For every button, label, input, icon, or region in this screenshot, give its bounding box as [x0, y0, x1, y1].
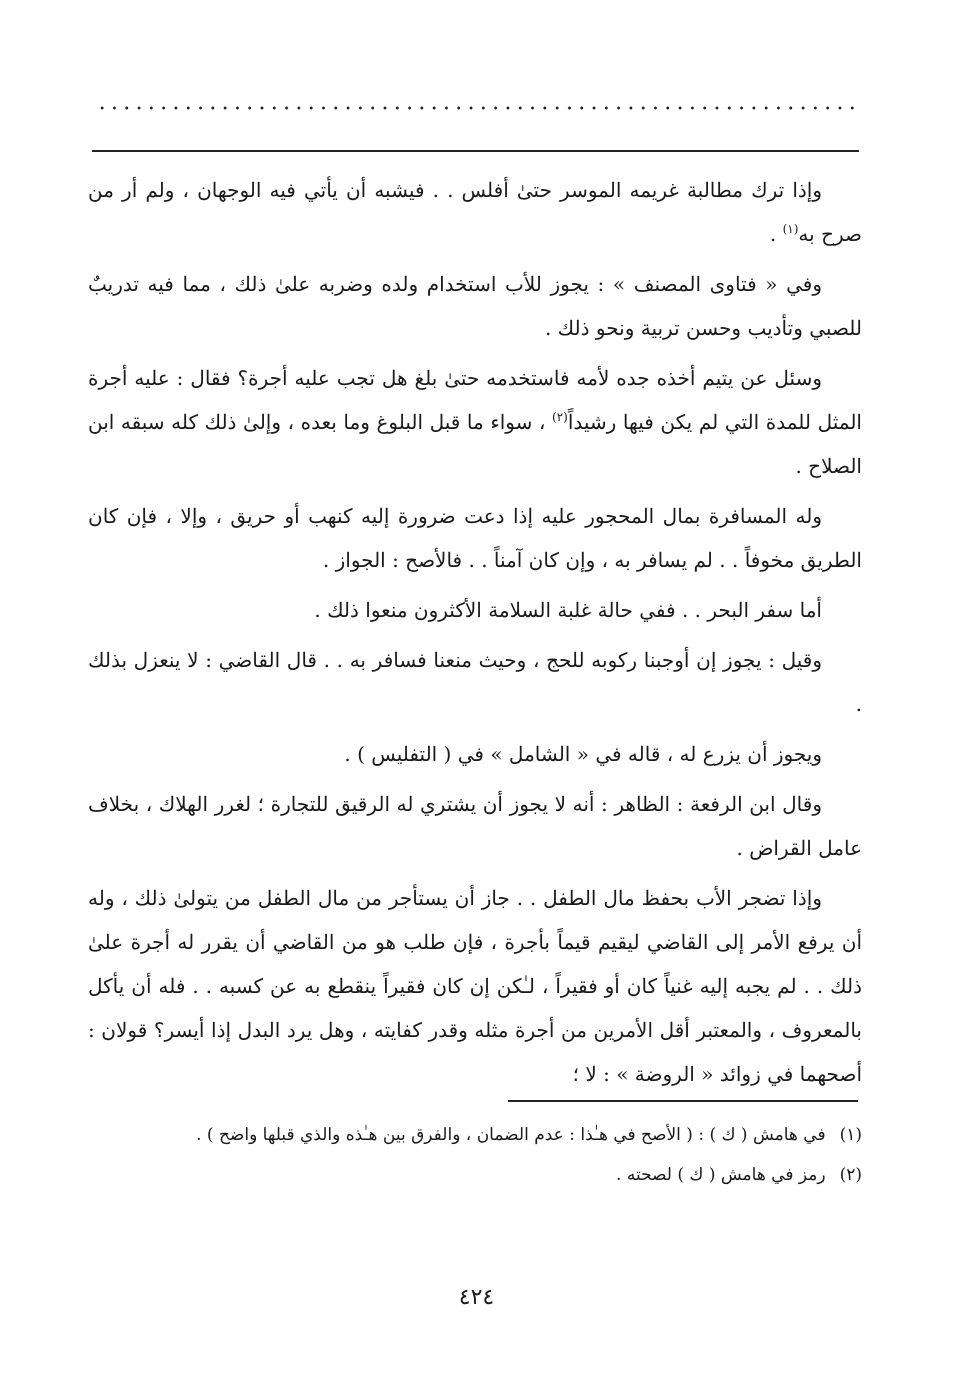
footnotes: [88, 1118, 862, 1198]
header-dotted-line: [96, 104, 858, 112]
paragraph-text: وإذا ترك مطالبة غريمه الموسر حتىٰ أفلس . . فيشبه أن يأتي فيه الوجهان ، ولم أر من صرح به: [88, 178, 862, 246]
paragraph-text: .: [769, 222, 783, 246]
paragraph: [88, 262, 862, 350]
footnote: [88, 1118, 862, 1152]
paragraph-text: وسئل عن يتيم أخذه جده لأمه فاستخدمه حتىٰ بلغ هل تجب عليه أجرة؟ فقال : عليه أجرة المثل للمدة التي لم يكن فيها رشيداً: [88, 366, 862, 434]
footnote: [88, 1158, 862, 1192]
paragraph: [88, 782, 862, 870]
paragraph: [88, 588, 862, 632]
paragraph-text: وله المسافرة بمال المحجور عليه إذا دعت ضرورة إليه كنهب أو حريق ، وإلا ، فإن كان الطريق مخوفاً . . لم يسافر به ، وإن كان آمناً . . فالأصح : الجواز .: [88, 504, 862, 572]
footnote-ref: (١): [782, 222, 799, 236]
paragraph: [88, 638, 862, 726]
paragraph: [88, 168, 862, 256]
paragraph-text: وقيل : يجوز إن أوجبنا ركوبه للحج ، وحيث منعنا فسافر به . . قال القاضي : لا ينعزل بذلك .: [88, 648, 862, 716]
footnote-number: (٢): [839, 1165, 862, 1185]
paragraph-text: وإذا تضجر الأب بحفظ مال الطفل . . جاز أن يستأجر من مال الطفل من يتولىٰ ذلك ، وله أن يرفع الأمر إلى القاضي ليقيم قيماً بأجرة ، فإن طلب هو من القاضي أن يقرر له أجرة علىٰ ذلك . . لم يجبه إليه غنياً كان أو فقيراً ، لـٰكن إن كان فقيراً ينقطع به عن كسبه . . فله أن يأكل بالمعروف ، والمعتبر أقل الأمرين من أجرة مثله وقدر كفايته ، وهل يرد البدل إذا أيسر؟ قولان : أصحهما في زوائد « الروضة » : لا ؛: [88, 886, 862, 1086]
paragraph: [88, 494, 862, 582]
paragraph-text: أما سفر البحر . . ففي حالة غلبة السلامة الأكثرون منعوا ذلك .: [314, 598, 822, 622]
paragraph-text: وقال ابن الرفعة : الظاهر : أنه لا يجوز أن يشتري له الرقيق للتجارة ؛ لغرر الهلاك ، بخلاف عامل القراض .: [88, 792, 862, 860]
paragraph: [88, 732, 862, 776]
paragraph: [88, 876, 862, 1096]
page-number: ٤٢٤: [458, 1285, 495, 1310]
paragraph-text: ويجوز أن يزرع له ، قاله في « الشامل » في ( التفليس ) .: [344, 742, 822, 766]
footnote-ref: (٢): [552, 410, 568, 424]
paragraph: [88, 356, 862, 488]
paragraph-text: وفي « فتاوى المصنف » : يجوز للأب استخدام ولده وضربه علىٰ ذلك ، مما فيه تدريبٌ للصبي وتأديب وحسن تربية ونحو ذلك .: [88, 272, 862, 340]
main-text: [88, 168, 862, 1102]
header-rule: [92, 150, 859, 152]
paragraph-text: ، سواء ما قبل البلوغ وما بعده ، وإلىٰ ذلك كله سبقه ابن الصلاح .: [88, 410, 862, 478]
footnote-number: (١): [839, 1125, 862, 1145]
footnote-separator: [508, 1100, 858, 1102]
footnote-text: رمز في هامش ( ك ) لصحته .: [616, 1165, 826, 1185]
footnote-text: في هامش ( ك ) : ( الأصح في هـٰذا : عدم الضمان ، والفرق بين هـٰذه والذي قبلها واضح ) .: [196, 1125, 826, 1145]
